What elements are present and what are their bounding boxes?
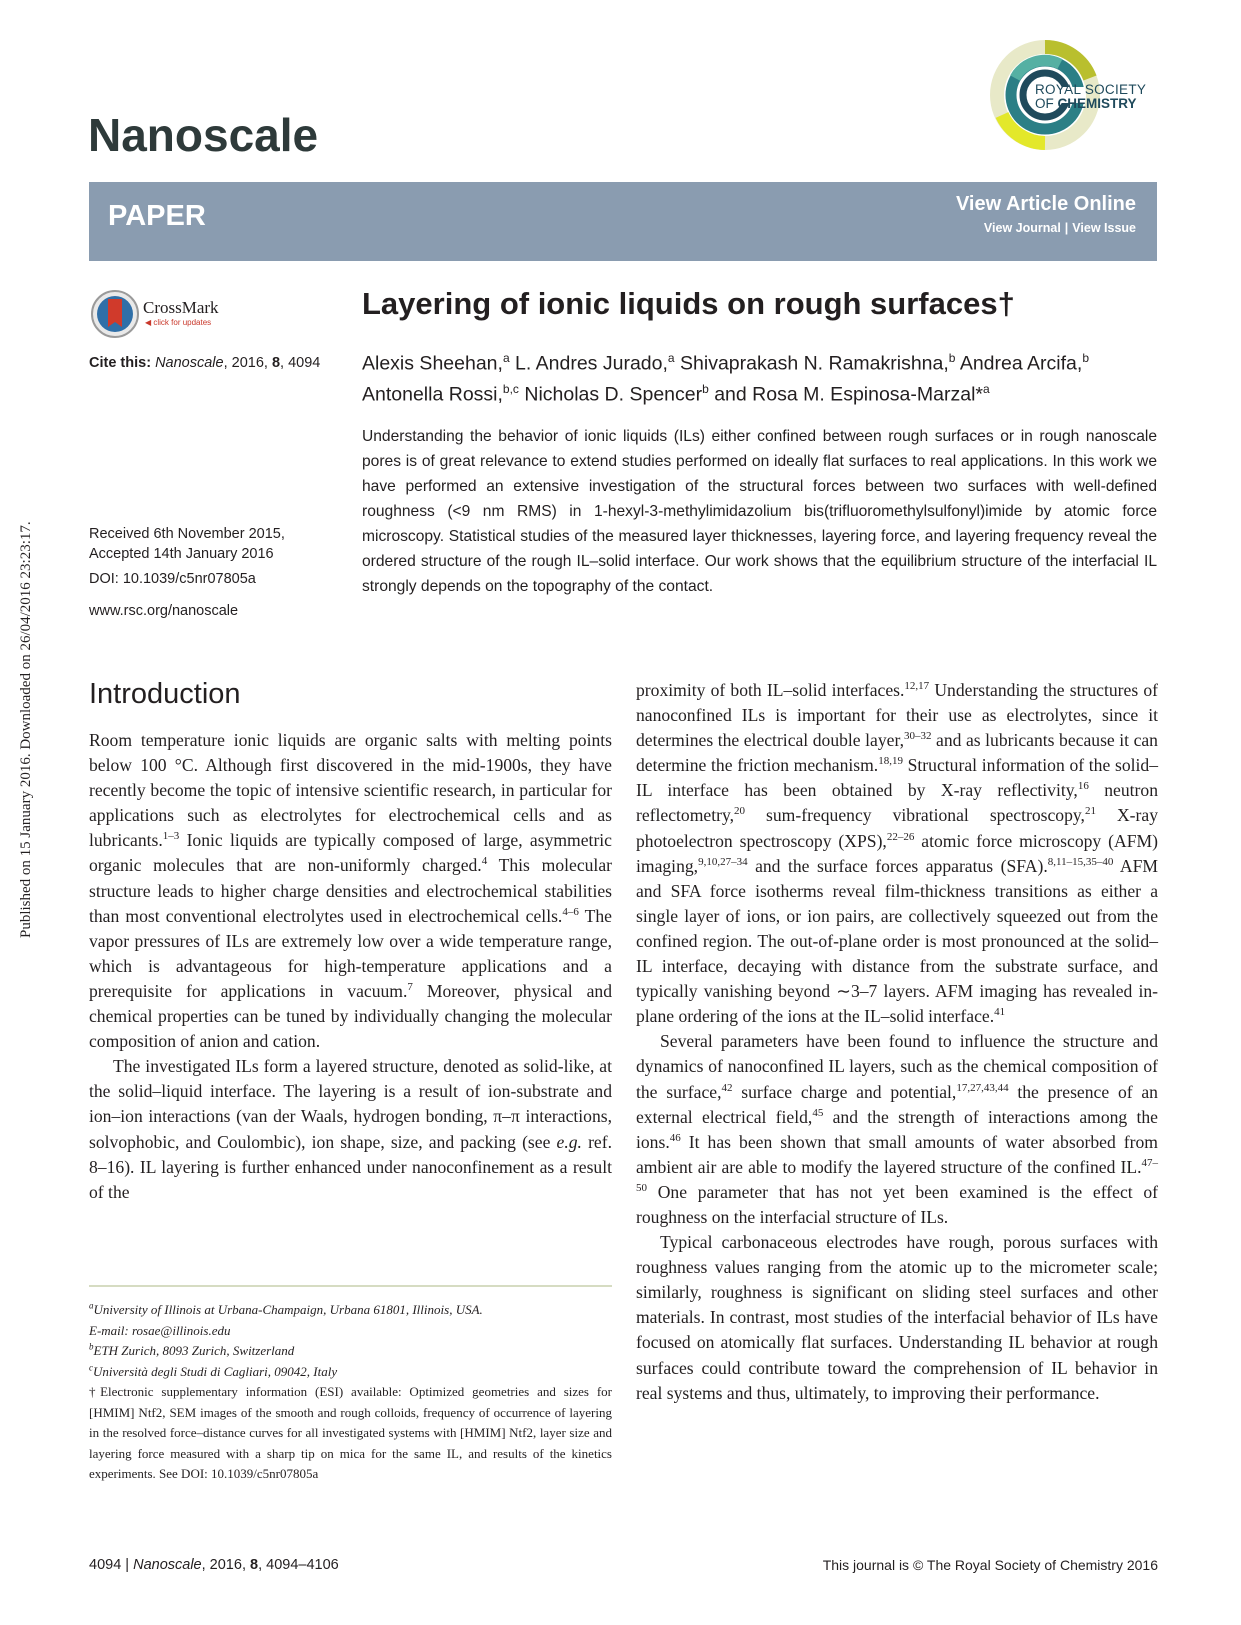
received-dates xyxy=(89,524,285,564)
cite-journal: Nanoscale xyxy=(155,355,224,371)
paragraph xyxy=(636,678,1158,1029)
author-affiliation: a xyxy=(667,351,675,365)
citation-ref[interactable]: 42 xyxy=(721,1081,733,1094)
citation-ref[interactable]: 8,11–15,35–40 xyxy=(1047,855,1114,868)
footer-journal: Nanoscale xyxy=(133,1557,202,1573)
citation-ref[interactable]: 17,27,43,44 xyxy=(956,1081,1009,1094)
left-column-text xyxy=(89,728,612,1205)
author: Alexis Sheehan, xyxy=(362,352,503,375)
crossmark-sub-text: click for updates xyxy=(153,318,212,327)
author-affiliation: b,c xyxy=(502,381,519,396)
rsc-logo-chemistry: CHEMISTRY xyxy=(1057,96,1137,111)
author-affiliation: a xyxy=(983,381,990,396)
view-links-separator: | xyxy=(1064,221,1069,235)
author: L. Andres Jurado, xyxy=(509,352,668,375)
author: Shivaprakash N. Ramakrishna, xyxy=(674,352,949,375)
text-run: One parameter that has not yet been examined is the effect of roughness on the interfacial structure of ILs. xyxy=(636,1181,1158,1227)
citation-ref[interactable]: 4–6 xyxy=(562,905,579,918)
text-run: The investigated ILs form a layered structure, denoted as solid-like, at the solid–liquid interface. The layering is a result of ion-substrate and ion–ion interactions (van der Waals, hydrogen bonding, π–π interactions, solvophobic, and Coulombic), ion shape, size, and packing (see xyxy=(89,1056,612,1152)
view-journal-link[interactable]: View Journal xyxy=(983,221,1061,235)
crossmark-icon xyxy=(90,289,140,339)
citation-ref[interactable]: 18,19 xyxy=(878,755,903,768)
author-affiliation: b xyxy=(702,381,709,396)
cite-year: , 2016, xyxy=(223,355,272,371)
footnote-email[interactable]: E-mail: rosae@illinois.edu xyxy=(89,1322,231,1338)
journal-title: Nanoscale xyxy=(88,109,319,161)
view-links xyxy=(984,221,1136,235)
citation-ref[interactable]: 21 xyxy=(1084,805,1096,818)
footnote-affiliation-b xyxy=(89,1341,612,1362)
footnote-text: Università degli Studi di Cagliari, 09042, Italy xyxy=(93,1363,338,1379)
citation-ref[interactable]: 20 xyxy=(734,805,746,818)
text-run: It has been shown that small amounts of water absorbed from ambient air are able to modify the layered structure of the confined IL. xyxy=(636,1131,1158,1177)
author-affiliation: b xyxy=(1082,351,1089,365)
footnote-esi: †Electronic supplementary information (ESI) available: Optimized geometries and sizes for [HMIM] Ntf2, SEM images of the smooth and rough colloids, frequency of occurrence of layering in the resolved force–distance curves for all investigated systems with [HMIM] Ntf2, layer size and layering force measured with a sharp tip on mica for the same IL, and results of the kinetics experiments. See DOI: 10.1039/c5nr07805a xyxy=(89,1384,612,1481)
citation-ref[interactable]: 16 xyxy=(1077,780,1089,793)
article-title: Layering of ionic liquids on rough surfaces† xyxy=(362,286,1015,321)
footnote-divider xyxy=(89,1285,612,1287)
footnotes xyxy=(89,1300,612,1485)
citation-ref[interactable]: 12,17 xyxy=(904,680,930,693)
citation-ref[interactable]: 4 xyxy=(481,855,488,868)
page-footer-citation xyxy=(89,1557,339,1573)
author-affiliation: b xyxy=(948,351,956,365)
text-run: sum-frequency vibrational spectroscopy, xyxy=(745,805,1085,826)
rsc-logo-line2 xyxy=(1035,96,1137,111)
footnote-text: University of Illinois at Urbana-Champaign, Urbana 61801, Illinois, USA. xyxy=(93,1302,483,1317)
text-run: proximity of both IL–solid interfaces. xyxy=(636,680,905,700)
footnote-text: ETH Zurich, 8093 Zurich, Switzerland xyxy=(93,1343,295,1358)
cite-label: Cite this: xyxy=(89,355,152,371)
citation-ref[interactable]: 45 xyxy=(812,1106,824,1119)
download-note: Published on 15 January 2016. Downloaded on 26/04/2016 23:23:17. xyxy=(18,521,34,938)
paragraph xyxy=(89,1054,612,1205)
citation-ref[interactable]: 30–32 xyxy=(904,730,932,743)
author-list xyxy=(362,346,1162,407)
text-run-italic: e.g. xyxy=(556,1131,582,1152)
page-number: 4094 xyxy=(89,1557,122,1573)
section-heading-introduction: Introduction xyxy=(89,678,241,710)
footnote-marker: b xyxy=(89,1341,94,1352)
rsc-logo[interactable] xyxy=(990,40,1160,152)
text-run: Several parameters have been found to influence the structure and dynamics of nanoconfined IL layers, such as the chemical composition of the surface, xyxy=(636,1031,1158,1102)
view-article-online-link[interactable]: View Article Online xyxy=(955,193,1136,215)
citation-ref[interactable]: 46 xyxy=(669,1131,681,1144)
footnote-marker: a xyxy=(89,1300,94,1311)
crossmark-label: CrossMark xyxy=(143,298,219,317)
accepted-date: Accepted 14th January 2016 xyxy=(89,546,274,562)
citation-ref[interactable]: 47–50 xyxy=(636,1156,1158,1195)
citation-ref[interactable]: 22–26 xyxy=(886,830,915,843)
text-run: and the strength of interactions among the ions. xyxy=(636,1106,1158,1152)
footnote-marker: c xyxy=(89,1362,93,1373)
text-run: Moreover, physical and chemical properties can be tuned by individually changing the molecular composition of anion and cation. xyxy=(89,980,612,1052)
text-run: This molecular structure leads to higher charge densities and electrochemical stabilities than most conventional electrolytes used in electrochemical cells. xyxy=(89,855,612,926)
footer-volume: 8 xyxy=(250,1557,259,1573)
citation-line xyxy=(89,355,320,371)
text-run: the presence of an external electrical field, xyxy=(636,1081,1158,1127)
text-run: The vapor pressures of ILs are extremely low over a wide temperature range, which is advantageous for high-temperature applications and a prerequisite for applications in vacuum. xyxy=(89,905,612,1001)
citation-ref[interactable]: 1–3 xyxy=(162,830,180,843)
footnote-affiliation-c xyxy=(89,1362,612,1383)
rsc-logo-line1: ROYAL SOCIETY xyxy=(1035,82,1147,97)
rsc-logo-of: OF xyxy=(1035,96,1058,111)
paragraph: Typical carbonaceous electrodes have rough, porous surfaces with roughness values ranging from the atomic up to the micrometer scale; similarly, roughness is significant on sliding steel surfaces and other materials. In contrast, most studies of the interfacial behavior of ILs have focused on atomically flat surfaces. Understanding IL behavior at rough surfaces could contribute toward the comprehension of IL behavior in real systems and thus, ultimately, to improving their performance. xyxy=(636,1232,1158,1403)
received-date: Received 6th November 2015, xyxy=(89,526,285,542)
author: and Rosa M. Espinosa-Marzal* xyxy=(708,383,983,405)
author: Andrea Arcifa, xyxy=(955,352,1083,375)
author: Antonella Rossi, xyxy=(362,383,503,405)
paragraph xyxy=(89,728,612,1054)
footer-separator: | xyxy=(125,1557,130,1573)
text-run: Structural information of the solid–IL interface has been obtained by X-ray reflectivity, xyxy=(636,755,1158,801)
text-run: Ionic liquids are typically composed of large, asymmetric organic molecules that are non-uniformly charged. xyxy=(89,830,612,876)
view-issue-link[interactable]: View Issue xyxy=(1072,221,1136,235)
copyright-notice: This journal is © The Royal Society of Chemistry 2016 xyxy=(822,1557,1158,1573)
citation-ref[interactable]: 41 xyxy=(994,1006,1006,1019)
citation-ref[interactable]: 7 xyxy=(407,981,413,994)
crossmark-sublabel xyxy=(145,318,211,327)
text-run: and as lubricants because it can determine the friction mechanism. xyxy=(636,730,1158,776)
journal-url-link[interactable]: www.rsc.org/nanoscale xyxy=(89,603,239,619)
text-run: surface charge and potential, xyxy=(732,1081,957,1102)
abstract: Understanding the behavior of ionic liquids (ILs) either confined between rough surfaces or in rough nanoscale pores is of great relevance to extend studies performed on ideally flat surfaces to real applications. In this work we have performed an extensive investigation of the structural forces between two surfaces with well-defined roughness (<9 nm RMS) in 1-hexyl-3-methylimidazolium bis(trifluoromethylsulfonyl)imide by atomic force microscopy. Statistical studies of the measured layer thicknesses, layering force, and layering frequency reveal the ordered structure of the rough IL–solid interface. Our work shows that the equilibrium structure of the interfacial IL strongly depends on the topography of the contact. xyxy=(362,428,1157,595)
cite-page: , 4094 xyxy=(280,355,321,371)
footer-pages: , 4094–4106 xyxy=(258,1557,339,1573)
text-run: ref. 8–16). IL layering is further enhanced under nanoconfinement as a result of the xyxy=(89,1131,612,1202)
footnote-affiliation-a xyxy=(89,1300,612,1321)
text-run: X-ray photoelectron spectroscopy (XPS), xyxy=(636,805,1158,851)
text-run: atomic force microscopy (AFM) imaging, xyxy=(636,830,1158,876)
paragraph xyxy=(636,1029,1158,1230)
author-affiliation: a xyxy=(502,351,510,365)
text-run: neutron reflectometry, xyxy=(636,780,1158,826)
cite-volume: 8 xyxy=(271,355,281,371)
article-type-label: PAPER xyxy=(108,200,206,232)
right-column-text xyxy=(636,678,1158,1406)
footer-year: , 2016, xyxy=(201,1557,250,1573)
doi[interactable]: DOI: 10.1039/c5nr07805a xyxy=(89,571,256,587)
crossmark-arrow-icon: ◀ xyxy=(145,318,154,327)
citation-ref[interactable]: 9,10,27–34 xyxy=(698,855,748,868)
text-run: AFM and SFA force isotherms reveal film-thickness transitions as either a single layer of ions, or ion pairs, are collectively squeezed out from the confined region. The out-of-plane order is most pronounced at the solid–IL interface, decaying with distance from the substrate surface, and typically vanishing beyond ∼3–7 layers. AFM imaging has revealed in-plane ordering of the ions at the IL–solid interface. xyxy=(636,855,1158,1027)
text-run: and the surface forces apparatus (SFA). xyxy=(747,855,1048,876)
text-run: Understanding the structures of nanoconfined ILs is important for their use as electrolytes, since it determines the electrical double layer, xyxy=(636,680,1158,751)
author: Nicholas D. Spencer xyxy=(518,383,703,405)
text-run: Room temperature ionic liquids are organic salts with melting points below 100 °C. Although first discovered in the mid-1900s, they have recently become the topic of intensive scientific research, in particular for applications such as electrolytes for electrochemical cells and as lubricants. xyxy=(89,730,612,851)
